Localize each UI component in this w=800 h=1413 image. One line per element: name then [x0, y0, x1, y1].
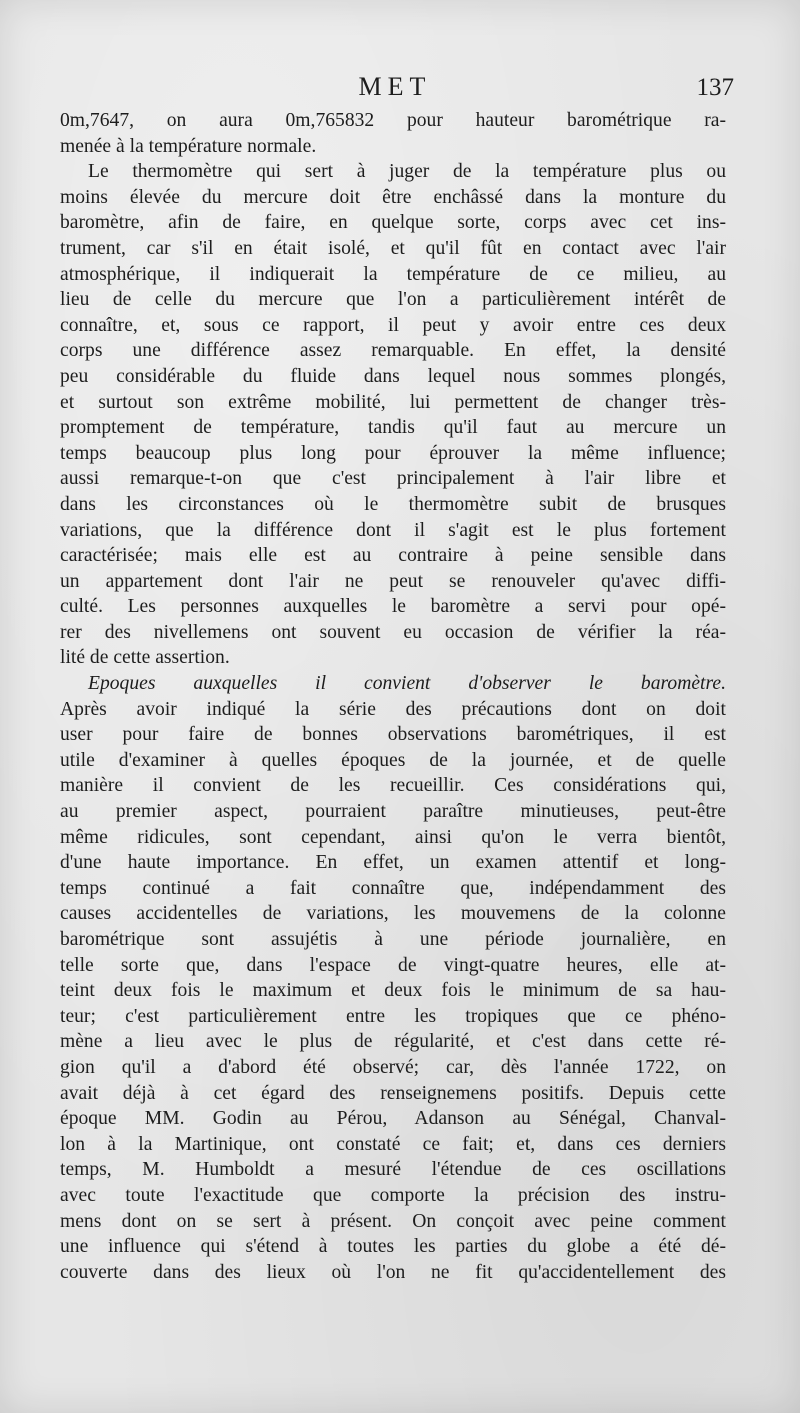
text-line: un appartement dont l'air ne peut se renouveler qu'avec diffi- [60, 570, 726, 592]
text-line: avec toute l'exactitude que comporte la précision des instru- [60, 1184, 726, 1206]
text-line: menée à la température normale. [60, 135, 317, 157]
text-line: lieu de celle du mercure que l'on a particulièrement intérêt de [60, 289, 726, 311]
text-line: couverte dans des lieux où l'on ne fit qu'accidentellement des [60, 1261, 726, 1283]
text-line: teur; c'est particulièrement entre les tropiques que ce phéno- [60, 1005, 726, 1027]
text-line: telle sorte que, dans l'espace de vingt-quatre heures, elle at- [60, 954, 726, 976]
text-line: teint deux fois le maximum et deux fois le minimum de sa hau- [60, 980, 726, 1002]
text-line: 0m,7647, on aura 0m,765832 pour hauteur barométrique ra- [60, 110, 726, 131]
text-line: barométrique sont assujétis à une période journalière, en [60, 929, 726, 950]
text-line: rer des nivellemens ont souvent eu occasion de vérifier la réa- [60, 621, 726, 643]
text-line: culté. Les personnes auxquelles le baromètre a servi pour opé- [60, 596, 726, 618]
text-line: moins élevée du mercure doit être enchâssé dans la monture du [60, 186, 726, 208]
text-line: temps beaucoup plus long pour éprouver la même influence; [60, 442, 726, 464]
text-line: une influence qui s'étend à toutes les parties du globe a été dé- [60, 1236, 726, 1258]
text-line: peu considérable du fluide dans lequel nous sommes plongés, [60, 365, 726, 387]
text-line: user pour faire de bonnes observations barométriques, il est [60, 724, 726, 746]
text-line: temps continué a fait connaître que, indépendamment des [60, 877, 726, 899]
text-line: atmosphérique, il indiquerait la température de ce milieu, au [60, 263, 726, 285]
text-line: manière il convient de les recueillir. Ces considérations qui, [60, 775, 726, 797]
text-line: utile d'examiner à quelles époques de la journée, et de quelle [60, 749, 726, 771]
body-text [60, 108, 726, 1285]
paragraph-start-line: Le thermomètre qui sert à juger de la température plus ou [88, 161, 726, 183]
text-line: promptement de température, tandis qu'il faut au mercure un [60, 417, 726, 439]
page-header [60, 72, 734, 106]
text-line: connaître, et, sous ce rapport, il peut y avoir entre ces deux [60, 314, 726, 336]
text-line: corps une différence assez remarquable. En effet, la densité [60, 340, 726, 362]
text-line: d'une haute importance. En effet, un examen attentif et long- [60, 852, 726, 874]
text-line: variations, que la différence dont il s'agit est le plus fortement [60, 519, 726, 541]
text-line: avait déjà à cet égard des renseignemens positifs. Depuis cette [60, 1082, 726, 1104]
text-line: époque MM. Godin au Pérou, Adanson au Sénégal, Chanval- [60, 1108, 726, 1130]
text-line: caractérisée; mais elle est au contraire à peine sensible dans [60, 545, 726, 567]
text-line: trument, car s'il en était isolé, et qu'il fût en contact avec l'air [60, 237, 726, 259]
text-line: temps, M. Humboldt a mesuré l'étendue de ces oscillations [60, 1159, 726, 1181]
text-line: dans les circonstances où le thermomètre subit de brusques [60, 493, 726, 515]
text-line: et surtout son extrême mobilité, lui permettent de changer très- [60, 391, 726, 413]
text-line: Après avoir indiqué la série des précautions dont on doit [60, 698, 726, 720]
text-line: mens dont on se sert à présent. On conçoit avec peine comment [60, 1210, 726, 1232]
page-number: 137 [696, 74, 734, 101]
text-line: aussi remarque-t-on que c'est principalement à l'air libre et [60, 468, 726, 490]
text-line: mène a lieu avec le plus de régularité, et c'est dans cette ré- [60, 1031, 726, 1053]
running-head: MET [358, 72, 432, 101]
text-line: causes accidentelles de variations, les mouvemens de la colonne [60, 903, 726, 925]
text-line: même ridicules, sont cependant, ainsi qu'on le verra bientôt, [60, 826, 726, 848]
section-heading: Epoques auxquelles il convient d'observer le baromètre. [88, 673, 726, 695]
text-line: au premier aspect, pourraient paraître minutieuses, peut-être [60, 801, 726, 823]
text-line: gion qu'il a d'abord été observé; car, dès l'année 1722, on [60, 1056, 726, 1078]
text-line: lité de cette assertion. [60, 647, 230, 669]
text-line: lon à la Martinique, ont constaté ce fait; et, dans ces derniers [60, 1133, 726, 1155]
text-line: baromètre, afin de faire, en quelque sorte, corps avec cet ins- [60, 212, 726, 234]
